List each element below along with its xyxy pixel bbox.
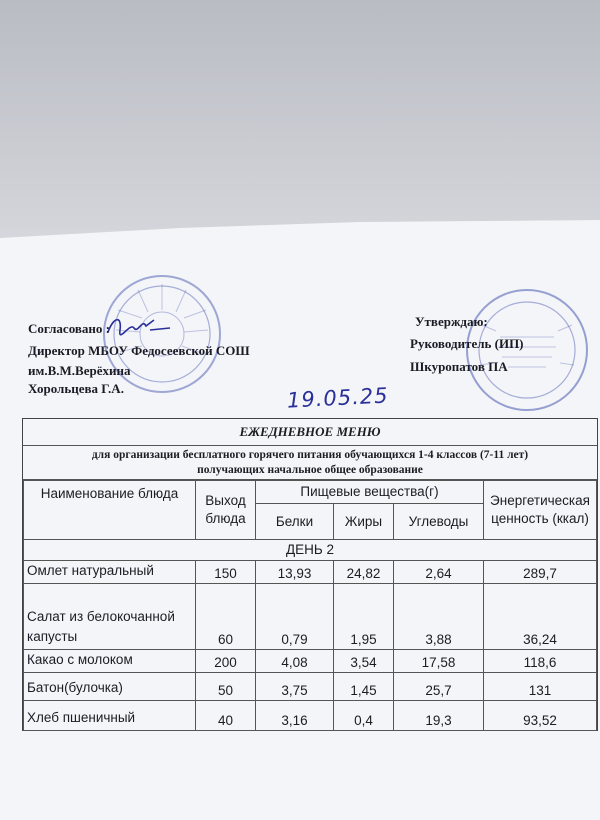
dish-fat: 0,4 bbox=[334, 701, 394, 731]
head-title: Руководитель (ИП) bbox=[410, 336, 524, 351]
school-name: им.В.М.Верёхина bbox=[28, 363, 131, 378]
column-header-name: Наименование блюда bbox=[24, 481, 196, 540]
subtitle-line-2: получающих начальное общее образование bbox=[197, 464, 423, 476]
director-title: Директор МБОУ Федосеевской СОШ bbox=[28, 343, 250, 358]
table-row bbox=[24, 650, 597, 673]
dish-protein: 3,16 bbox=[256, 701, 334, 731]
menu-subtitle bbox=[23, 446, 597, 480]
dish-protein: 4,08 bbox=[256, 650, 334, 673]
column-header-protein: Белки bbox=[256, 504, 334, 540]
dish-output: 50 bbox=[196, 673, 256, 701]
table-row bbox=[24, 584, 597, 650]
dish-energy: 131 bbox=[484, 673, 597, 701]
subtitle-line-1: для организации бесплатного горячего питания обучающихся 1-4 классов (7-11 лет) bbox=[91, 449, 529, 461]
dish-fat: 3,54 bbox=[334, 650, 394, 673]
menu-title: ЕЖЕДНЕВНОЕ МЕНЮ bbox=[23, 419, 597, 446]
table-row bbox=[24, 673, 597, 701]
approve-label: Утверждаю: bbox=[415, 314, 488, 329]
dish-output: 200 bbox=[196, 650, 256, 673]
dish-carbs: 2,64 bbox=[394, 561, 484, 584]
dish-output: 40 bbox=[196, 701, 256, 731]
approval-label: Согласовано : bbox=[28, 321, 110, 336]
day-label: ДЕНЬ 2 bbox=[24, 540, 597, 561]
dish-carbs: 19,3 bbox=[394, 701, 484, 731]
dish-name: Омлет натуральный bbox=[24, 561, 196, 584]
daily-menu bbox=[22, 418, 598, 731]
dish-energy: 118,6 bbox=[484, 650, 597, 673]
dish-energy: 93,52 bbox=[484, 701, 597, 731]
signature bbox=[104, 312, 174, 340]
column-header-energy: Энергетическая ценность (ккал) bbox=[484, 481, 597, 540]
dish-carbs: 17,58 bbox=[394, 650, 484, 673]
column-header-output: Выход блюда bbox=[196, 481, 256, 540]
dish-fat: 1,95 bbox=[334, 584, 394, 650]
dish-protein: 13,93 bbox=[256, 561, 334, 584]
column-header-carbs: Углеводы bbox=[394, 504, 484, 540]
dish-name: Какао с молоком bbox=[24, 650, 196, 673]
head-name: Шкуропатов ПА bbox=[410, 359, 508, 374]
dish-protein: 3,75 bbox=[256, 673, 334, 701]
dish-output: 150 bbox=[196, 561, 256, 584]
dish-name: Хлеб пшеничный bbox=[24, 701, 196, 731]
background bbox=[0, 0, 600, 230]
table-row bbox=[24, 561, 597, 584]
column-header-nutrients: Пищевые вещества(г) bbox=[256, 481, 484, 504]
dish-name: Батон(булочка) bbox=[24, 673, 196, 701]
column-header-fat: Жиры bbox=[334, 504, 394, 540]
dish-name: Салат из белокочанной капусты bbox=[24, 584, 196, 650]
handwritten-date: 19.05.25 bbox=[286, 383, 390, 413]
dish-fat: 1,45 bbox=[334, 673, 394, 701]
table-row bbox=[24, 701, 597, 731]
dish-output: 60 bbox=[196, 584, 256, 650]
dish-carbs: 25,7 bbox=[394, 673, 484, 701]
dish-fat: 24,82 bbox=[334, 561, 394, 584]
dish-carbs: 3,88 bbox=[394, 584, 484, 650]
menu-table bbox=[23, 480, 597, 731]
director-name: Хорольцева Г.А. bbox=[28, 381, 124, 396]
dish-energy: 36,24 bbox=[484, 584, 597, 650]
dish-protein: 0,79 bbox=[256, 584, 334, 650]
dish-energy: 289,7 bbox=[484, 561, 597, 584]
